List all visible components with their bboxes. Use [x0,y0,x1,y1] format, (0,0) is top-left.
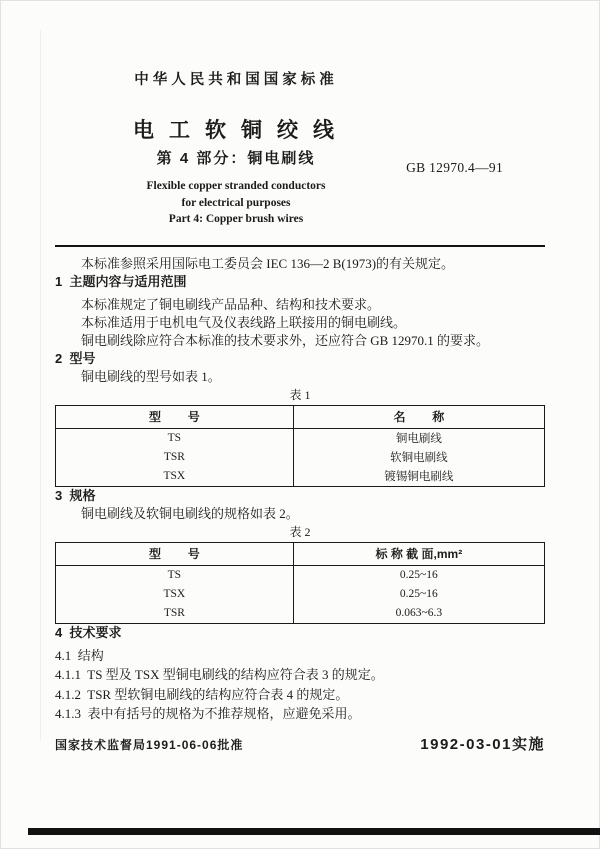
english-title-block [55,178,417,228]
table2-header-cross-section: 标 称 截 面,mm² [293,542,544,565]
clause-4-1: 4.1 结构 [55,647,104,663]
table-cell: 0.25~16 [399,569,438,581]
section-1-paragraph-3: 铜电刷线除应符合本标准的技术要求外，还应符合 GB 12970.1 的要求。 [81,332,490,348]
section-1-paragraph-1: 本标准规定了铜电刷线产品品种、结构和技术要求。 [81,296,381,312]
table-row [56,467,545,487]
table-cell: 软铜电刷线 [390,452,448,464]
english-title-line-3: Part 4: Copper brush wires [168,213,304,225]
table-2 [55,542,545,624]
table-1 [55,405,545,487]
national-standard-label: 中华人民共和国国家标准 [134,72,338,88]
table2-header-model: 型 号 [56,542,294,565]
table-cell: TS [56,565,294,585]
table-cell: TSR [56,604,294,624]
intro-paragraph: 本标准参照采用国际电工委员会 IEC 136—2 B(1973)的有关规定。 [81,255,455,271]
table1-header-model: 型 号 [56,405,294,428]
document-title: 电工软铜绞线 [133,119,349,142]
table-cell: TS [56,428,294,448]
table-cell: 镀锡铜电刷线 [384,471,454,483]
clause-4-1-1: 4.1.1 TS 型及 TSX 型铜电刷线的结构应符合表 3 的规定。 [55,667,384,682]
section-1-paragraph-2: 本标准适用于电机电气及仪表线路上联接用的铜电刷线。 [81,314,407,330]
header-rule [55,245,545,247]
table-row [56,604,545,624]
table-cell: TSR [56,448,294,467]
table-row [56,405,545,428]
table-1-caption: 表 1 [289,387,311,402]
table-row [56,565,545,585]
standard-number: GB 12970.4—91 [406,160,503,175]
section-4-heading: 4 技术要求 [55,624,122,640]
document-subtitle: 第 4 部分：铜电刷线 [156,150,316,167]
table-cell: TSX [56,467,294,487]
section-2-heading: 2 型号 [55,350,96,366]
clause-4-1-2: 4.1.2 TSR 型软铜电刷线的结构应符合表 4 的规定。 [55,686,349,702]
table-row [56,428,545,448]
table-cell: 0.25~16 [399,588,438,600]
clause-4-1-3: 4.1.3 表中有括号的规格为不推荐规格，应避免采用。 [55,706,361,721]
page-bottom-rule [28,828,600,835]
section-1-heading: 1 主题内容与适用范围 [55,273,187,289]
table-cell: 铜电刷线 [395,433,442,445]
table-row [56,585,545,604]
section-2-paragraph: 铜电刷线的型号如表 1。 [81,368,221,384]
section-3-heading: 3 规格 [55,487,96,503]
table-2-caption: 表 2 [289,524,311,539]
table-row [56,448,545,467]
section-3-paragraph: 铜电刷线及软铜电刷线的规格如表 2。 [81,505,299,521]
english-title-line-2: for electrical purposes [181,196,291,209]
approval-authority: 国家技术监督局1991-06-06批准 [55,737,244,752]
approval-footer [55,733,545,754]
table-cell: TSX [56,585,294,604]
table-cell: 0.063~6.3 [395,607,443,619]
document-header-block [55,72,417,228]
implementation-date: 1992-03-01实施 [420,735,545,753]
section-4-items [55,646,545,724]
table-row [56,542,545,565]
table1-header-name: 名 称 [293,405,544,428]
english-title-line-1: Flexible copper stranded conductors [146,180,326,192]
section-1-body [55,296,545,350]
